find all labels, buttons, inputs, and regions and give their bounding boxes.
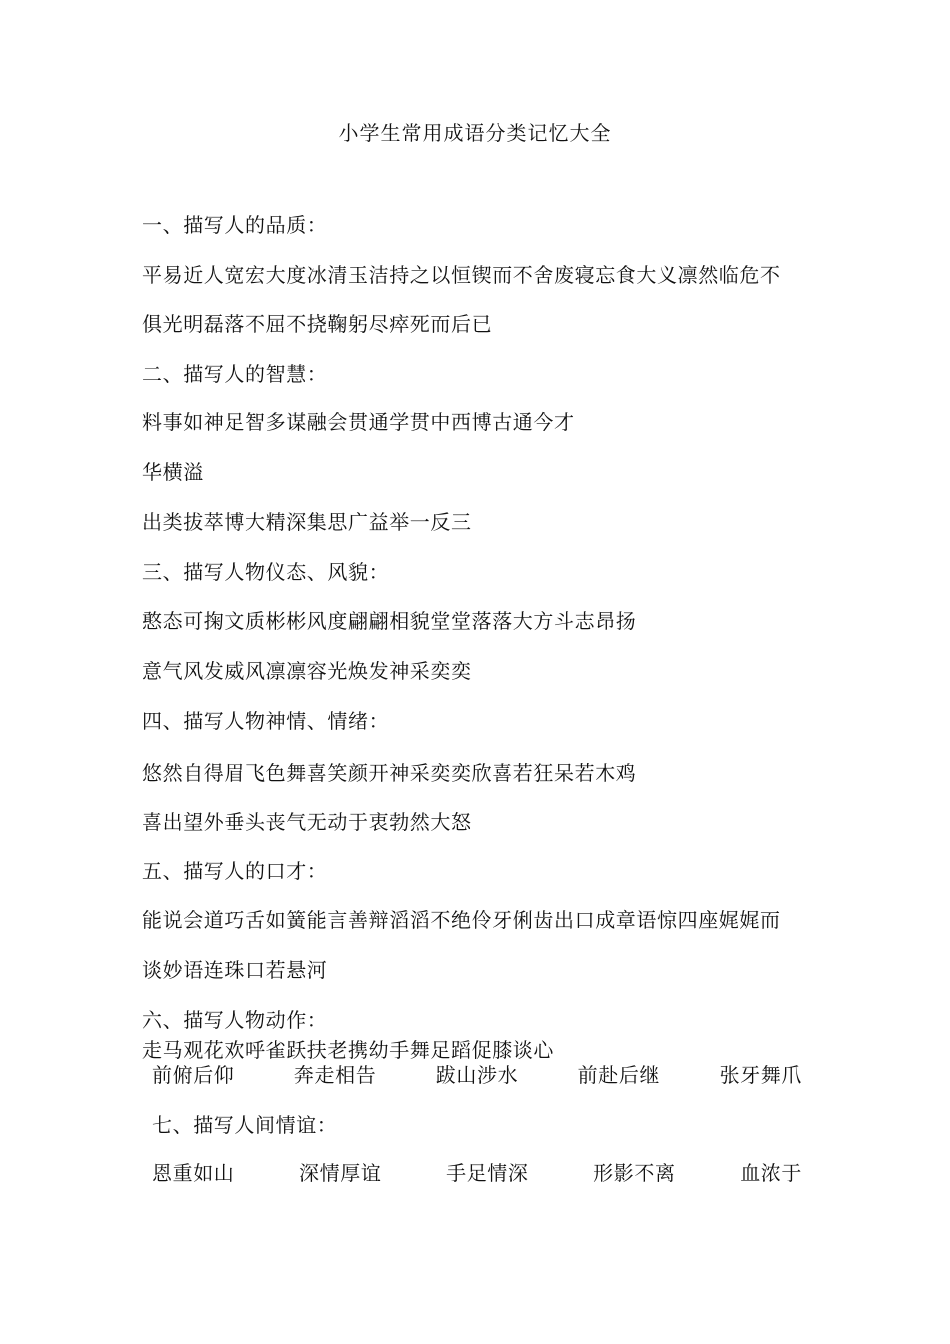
section-heading-friendship: 七、描写人间情谊： — [152, 1113, 338, 1137]
section-heading-action: 六、描写人物动作： — [142, 1008, 328, 1032]
idiom: 血浓于 — [740, 1161, 802, 1185]
idiom-row-actions — [152, 1063, 802, 1087]
section-heading-quality: 一、描写人的品质： — [142, 213, 328, 237]
text-line: 谈妙语连珠口若悬河 — [142, 958, 328, 982]
text-line: 悠然自得眉飞色舞喜笑颜开神采奕奕欣喜若狂呆若木鸡 — [142, 761, 637, 785]
text-line: 意气风发威风凛凛容光焕发神采奕奕 — [142, 659, 472, 683]
idiom: 手足情深 — [446, 1161, 529, 1185]
section-heading-eloquence: 五、描写人的口才： — [142, 859, 328, 883]
idiom: 张牙舞爪 — [719, 1063, 802, 1087]
text-line: 出类拔萃博大精深集思广益举一反三 — [142, 510, 472, 534]
text-line: 平易近人宽宏大度冰清玉洁持之以恒锲而不舍废寝忘食大义凛然临危不 — [142, 263, 781, 287]
text-line: 俱光明磊落不屈不挠鞠躬尽瘁死而后已 — [142, 312, 493, 336]
text-line: 憨态可掬文质彬彬风度翩翩相貌堂堂落落大方斗志昂扬 — [142, 609, 637, 633]
section-heading-wisdom: 二、描写人的智慧： — [142, 362, 328, 386]
idiom: 深情厚谊 — [299, 1161, 382, 1185]
section-heading-emotion: 四、描写人物神情、情绪： — [142, 709, 390, 733]
text-line: 料事如神足智多谋融会贯通学贯中西博古通今才 — [142, 410, 575, 434]
text-line: 喜出望外垂头丧气无动于衷勃然大怒 — [142, 810, 472, 834]
idiom: 前赴后继 — [577, 1063, 661, 1087]
idiom: 恩重如山 — [152, 1161, 235, 1185]
idiom-row-friendship — [152, 1161, 802, 1185]
text-line: 走马观花欢呼雀跃扶老携幼手舞足蹈促膝谈心 — [142, 1038, 554, 1062]
idiom: 形影不离 — [593, 1161, 676, 1185]
idiom: 奔走相告 — [293, 1063, 377, 1087]
idiom: 前俯后仰 — [152, 1063, 235, 1087]
section-heading-appearance: 三、描写人物仪态、风貌： — [142, 560, 390, 584]
idiom: 跋山涉水 — [435, 1063, 519, 1087]
text-line: 能说会道巧舌如簧能言善辩滔滔不绝伶牙俐齿出口成章语惊四座娓娓而 — [142, 908, 781, 932]
document-title: 小学生常用成语分类记忆大全 — [338, 121, 612, 145]
text-line: 华横溢 — [142, 460, 204, 484]
